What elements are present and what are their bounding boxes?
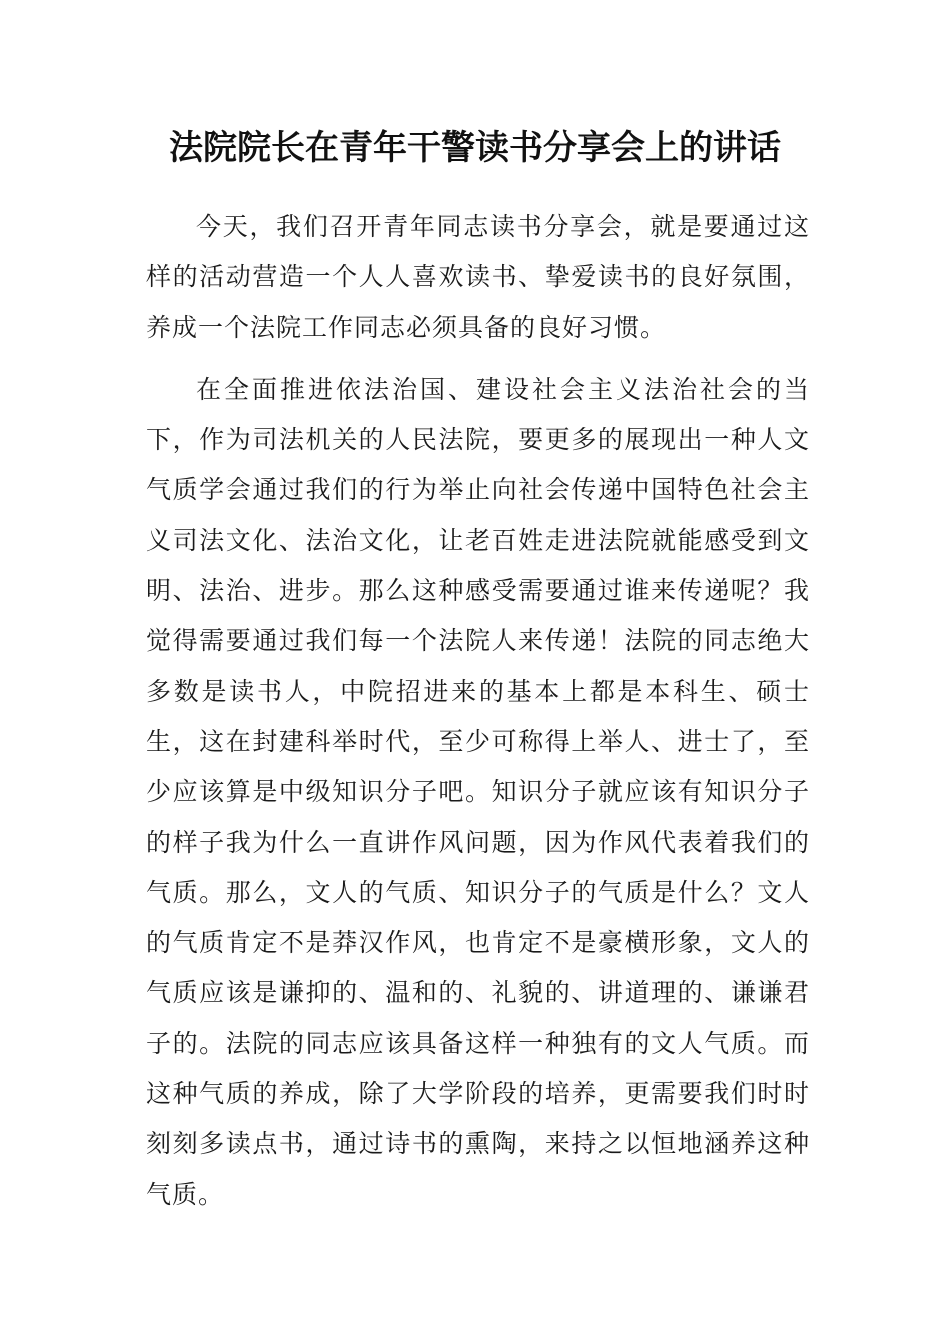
document-title: 法院院长在青年干警读书分享会上的讲话: [169, 128, 781, 168]
paragraph-1: 今天，我们召开青年同志读书分享会，就是要通过这样的活动营造一个人人喜欢读书、挚爱读书的良好氛围，养成一个法院工作同志必须具备的良好习惯。: [146, 212, 810, 342]
document-body: [146, 202, 810, 1232]
paragraph-2: 在全面推进依法治国、建设社会主义法治社会的当下，作为司法机关的人民法院，要更多的展现出一种人文气质学会通过我们的行为举止向社会传递中国特色社会主义司法文化、法治文化，让老百姓走进法院就能感受到文明、法治、进步。那么这种感受需要通过谁来传递呢？我觉得需要通过我们每一个法院人来传递！法院的同志绝大多数是读书人，中院招进来的基本上都是本科生、硕士生，这在封建科举时代，至少可称得上举人、进士了，至少应该算是中级知识分子吧。知识分子就应该有知识分子的样子我为什么一直讲作风问题，因为作风代表着我们的气质。那么，文人的气质、知识分子的气质是什么？文人的气质肯定不是莽汉作风，也肯定不是豪横形象，文人的气质应该是谦抑的、温和的、礼貌的、讲道理的、谦谦君子的。法院的同志应该具备这样一种独有的文人气质。而这种气质的养成，除了大学阶段的培养，更需要我们时时刻刻多读点书，通过诗书的熏陶，来持之以恒地涵养这种气质。: [146, 374, 810, 1209]
